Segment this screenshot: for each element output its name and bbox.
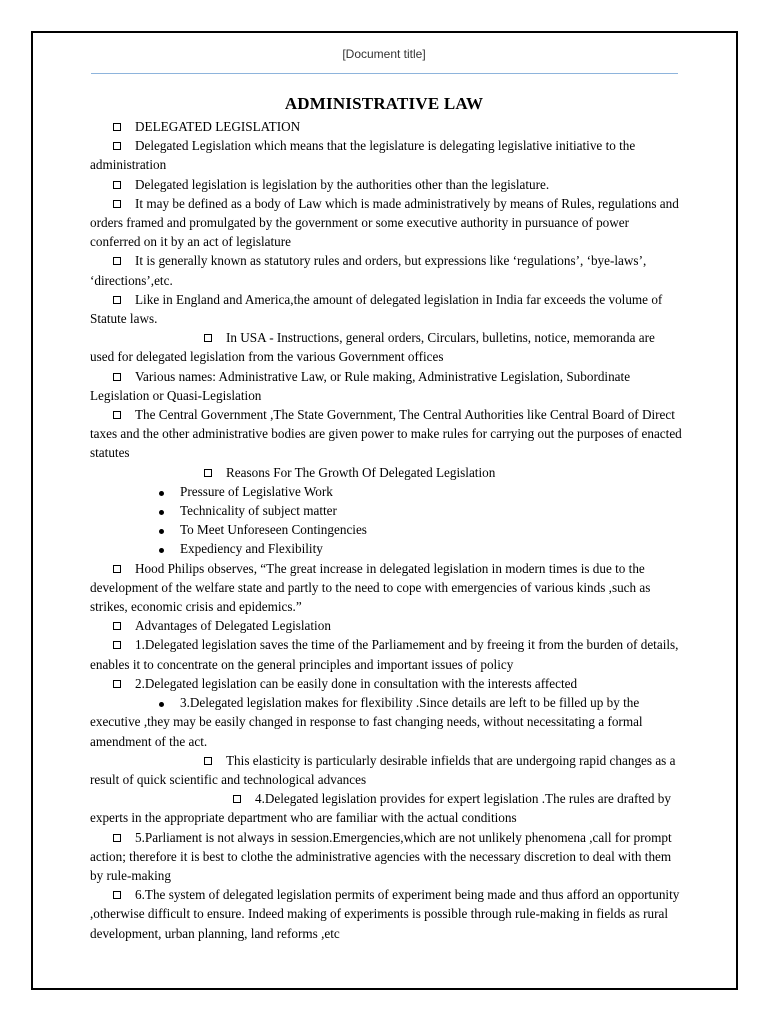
checkbox-bullet-icon — [68, 405, 80, 424]
list-item-text: 5.Parliament is not always in session.Emergencies,which are not unlikely phenomena ,call for prompt action; therefore it is best to clothe the administrative agencies with the necessary discretion to deal with them by rule-making — [90, 829, 672, 883]
list-item-text: In USA - Instructions, general orders, Circulars, bulletins, notice, memoranda are used for delegated legislation from the various Government offices — [90, 330, 655, 365]
list-item — [90, 290, 682, 328]
list-item — [90, 520, 682, 539]
checkbox-bullet-icon — [68, 674, 80, 693]
list-item — [90, 194, 682, 252]
list-item — [90, 175, 682, 194]
list-item-text: The Central Government ,The State Government, The Central Authorities like Central Board of Direct taxes and the other administrative bodies are given power to make rules for carrying out the purposes of enacted statutes — [90, 407, 682, 461]
list-item — [90, 501, 682, 520]
checkbox-bullet-icon — [68, 616, 80, 635]
list-item — [90, 559, 682, 617]
header-rule — [91, 73, 678, 74]
bullet-icon — [68, 539, 80, 558]
bullet-icon — [68, 520, 80, 539]
list-item-text: Hood Philips observes, “The great increase in delegated legislation in modern times is due to the development of the welfare state and partly to the need to cope with emergencies of various kinds ,such as strikes, economic crisis and epidemics.” — [90, 560, 651, 615]
list-item — [90, 635, 682, 673]
checkbox-bullet-icon — [68, 751, 80, 770]
checkbox-bullet-icon — [68, 885, 80, 904]
list-item-text: Like in England and America,the amount of delegated legislation in India far exceeds the volume of Statute laws. — [90, 291, 663, 327]
list-item — [90, 789, 682, 827]
checkbox-bullet-icon — [68, 175, 80, 194]
list-item-text: To Meet Unforeseen Contingencies — [180, 522, 367, 538]
checkbox-bullet-icon — [68, 635, 80, 654]
checkbox-bullet-icon — [68, 117, 80, 136]
list-item-text: 2.Delegated legislation can be easily done in consultation with the interests affected — [135, 675, 578, 691]
list-item — [90, 693, 682, 751]
list-item — [90, 828, 682, 886]
list-item — [90, 117, 682, 136]
list-item-text: 1.Delegated legislation saves the time of the Parliamement and by freeing it from the burden of details, enables it to concentrate on the general principles and important issues of policy — [90, 637, 679, 672]
list-item-text: Delegated legislation is legislation by the authorities other than the legislature. — [135, 176, 550, 192]
list-item — [90, 251, 682, 289]
list-item — [90, 751, 682, 789]
bullet-icon — [68, 693, 80, 712]
list-item — [90, 328, 682, 366]
list-item-text: DELEGATED LEGISLATION — [135, 119, 301, 134]
list-item-text: 4.Delegated legislation provides for expert legislation .The rules are drafted by experts in the appropriate department who are familiar with the actual conditions — [90, 791, 671, 826]
list-item — [90, 674, 682, 693]
list-item-text: Pressure of Legislative Work — [180, 483, 333, 499]
document-body — [90, 117, 682, 943]
checkbox-bullet-icon — [68, 251, 80, 270]
list-item-text: This elasticity is particularly desirable infields that are undergoing rapid changes as a result of quick scientific and technological advances — [90, 752, 676, 787]
list-item-text: Advantages of Delegated Legislation — [135, 618, 331, 634]
list-item — [90, 885, 682, 943]
list-item — [90, 463, 682, 482]
list-item-text: Delegated Legislation which means that the legislature is delegating legislative initiative to the administration — [90, 138, 636, 173]
list-item — [90, 482, 682, 501]
list-item — [90, 539, 682, 558]
checkbox-bullet-icon — [68, 290, 80, 309]
checkbox-bullet-icon — [68, 194, 80, 213]
list-item-text: Various names: Administrative Law, or Rule making, Administrative Legislation, Subordinate Legislation or Quasi-Legislation — [90, 368, 631, 403]
checkbox-bullet-icon — [68, 367, 80, 386]
bullet-icon — [68, 482, 80, 501]
document-title[interactable]: [Document title] — [342, 47, 426, 61]
bullet-icon — [68, 501, 80, 520]
page-heading: ADMINISTRATIVE LAW — [284, 94, 484, 113]
checkbox-bullet-icon — [68, 136, 80, 155]
checkbox-bullet-icon — [68, 463, 80, 482]
list-item-text: 3.Delegated legislation makes for flexibility .Since details are left to be filled up by the executive ,they may be easily changed in response to fast changing needs, without necessitating a formal amendment of the act. — [90, 695, 643, 749]
list-item — [90, 405, 682, 463]
list-item — [90, 136, 682, 174]
list-item-text: It may be defined as a body of Law which is made administratively by means of Rules, regulations and orders framed and promulgated by the government or some executive authority in pursuance of power conferred on it by an act of legislature — [90, 195, 679, 250]
list-item-text: Expediency and Flexibility — [180, 541, 323, 557]
list-item — [90, 367, 682, 405]
list-item — [90, 616, 682, 635]
checkbox-bullet-icon — [68, 828, 80, 847]
list-item-text: 6.The system of delegated legislation permits of experiment being made and thus afford an opportunity ,otherwise difficult to ensure. Indeed making of experiments is possible through rule-making in fields as rural development, urban planning, land reforms ,etc — [90, 887, 680, 941]
list-item-text: Reasons For The Growth Of Delegated Legislation — [226, 464, 496, 480]
checkbox-bullet-icon — [68, 328, 80, 347]
list-item-text: It is generally known as statutory rules and orders, but expressions like ‘regulations’, ‘bye-laws’, ‘directions’,etc. — [90, 253, 647, 288]
list-item-text: Technicality of subject matter — [180, 503, 337, 519]
checkbox-bullet-icon — [68, 559, 80, 578]
checkbox-bullet-icon — [68, 789, 80, 808]
